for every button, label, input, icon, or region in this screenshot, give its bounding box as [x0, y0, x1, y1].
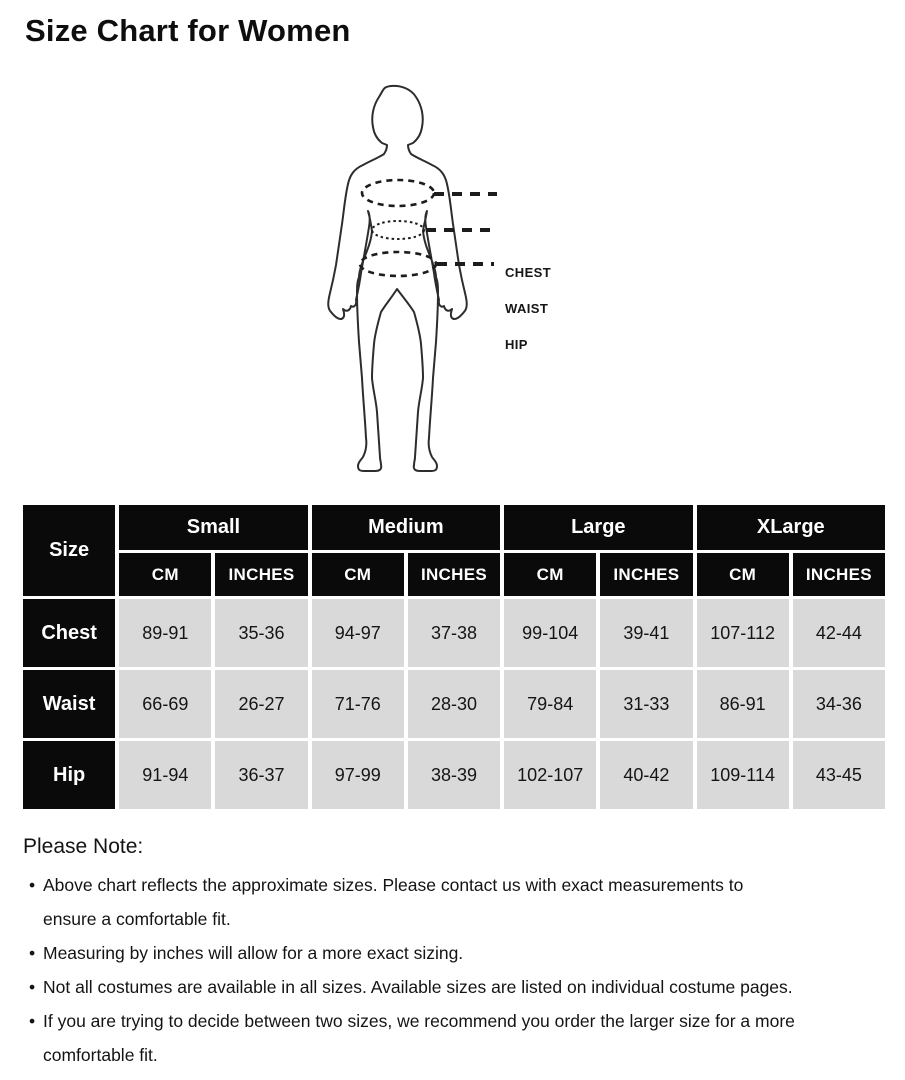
notes-heading: Please Note:: [23, 835, 144, 858]
hip-small-cm: 91-94: [119, 741, 211, 809]
chest-large-inches: 39-41: [600, 599, 692, 667]
body-outline-path: [328, 86, 467, 471]
waist-large-cm: 79-84: [504, 670, 596, 738]
size-corner-header: Size: [23, 505, 115, 596]
row-label-waist: Waist: [23, 670, 115, 738]
waist-xlarge-inches: 34-36: [793, 670, 885, 738]
unit-header-row: [23, 553, 885, 596]
table-row-chest: [23, 599, 885, 667]
waist-medium-inches: 28-30: [408, 670, 500, 738]
chest-medium-inches: 37-38: [408, 599, 500, 667]
bullet-marker: •: [29, 1011, 36, 1031]
chest-xlarge-inches: 42-44: [793, 599, 885, 667]
note-line: comfortable fit.: [43, 1045, 158, 1065]
unit-header-inches: INCHES: [215, 553, 307, 596]
waist-label: WAIST: [505, 301, 549, 316]
note-item: [23, 868, 898, 936]
waist-small-inches: 26-27: [215, 670, 307, 738]
hip-medium-cm: 97-99: [312, 741, 404, 809]
chest-label: CHEST: [505, 265, 552, 280]
hip-large-inches: 40-42: [600, 741, 692, 809]
note-item: [23, 936, 898, 970]
note-line: ensure a comfortable fit.: [43, 909, 231, 929]
unit-header-inches: INCHES: [600, 553, 692, 596]
woman-body-outline-illustration: [0, 80, 905, 492]
table-row-hip: [23, 741, 885, 809]
unit-header-cm: CM: [119, 553, 211, 596]
group-header-large: Large: [504, 505, 692, 550]
note-line: Above chart reflects the approximate sizes. Please contact us with exact measurements to: [43, 875, 744, 895]
unit-header-inches: INCHES: [408, 553, 500, 596]
notes-list: [23, 868, 898, 1072]
bullet-marker: •: [29, 977, 36, 997]
row-label-hip: Hip: [23, 741, 115, 809]
note-line: Not all costumes are available in all sizes. Available sizes are listed on individual costume pages.: [43, 977, 793, 997]
table-row-waist: [23, 670, 885, 738]
waist-xlarge-cm: 86-91: [697, 670, 789, 738]
size-group-header-row: [23, 505, 885, 550]
size-chart-table: [19, 502, 889, 812]
body-measurement-diagram: [0, 80, 905, 492]
waist-large-inches: 31-33: [600, 670, 692, 738]
hip-medium-inches: 38-39: [408, 741, 500, 809]
unit-header-cm: CM: [312, 553, 404, 596]
chest-xlarge-cm: 107-112: [697, 599, 789, 667]
group-header-xlarge: XLarge: [697, 505, 885, 550]
note-line: If you are trying to decide between two sizes, we recommend you order the larger size for a more: [43, 1011, 795, 1031]
note-line: Measuring by inches will allow for a more exact sizing.: [43, 943, 464, 963]
hip-xlarge-inches: 43-45: [793, 741, 885, 809]
waist-medium-cm: 71-76: [312, 670, 404, 738]
chest-large-cm: 99-104: [504, 599, 596, 667]
bullet-marker: •: [29, 943, 36, 963]
unit-header-cm: CM: [697, 553, 789, 596]
notes-section: [23, 835, 898, 1072]
unit-header-cm: CM: [504, 553, 596, 596]
hip-label: HIP: [505, 337, 528, 352]
note-item: [23, 970, 898, 1004]
hip-large-cm: 102-107: [504, 741, 596, 809]
row-label-chest: Chest: [23, 599, 115, 667]
waist-small-cm: 66-69: [119, 670, 211, 738]
group-header-medium: Medium: [312, 505, 500, 550]
group-header-small: Small: [119, 505, 307, 550]
unit-header-inches: INCHES: [793, 553, 885, 596]
note-item: [23, 1004, 898, 1072]
chest-small-cm: 89-91: [119, 599, 211, 667]
chest-medium-cm: 94-97: [312, 599, 404, 667]
bullet-marker: •: [29, 875, 36, 895]
hip-small-inches: 36-37: [215, 741, 307, 809]
hip-xlarge-cm: 109-114: [697, 741, 789, 809]
page-title: Size Chart for Women: [25, 13, 351, 48]
chest-small-inches: 35-36: [215, 599, 307, 667]
